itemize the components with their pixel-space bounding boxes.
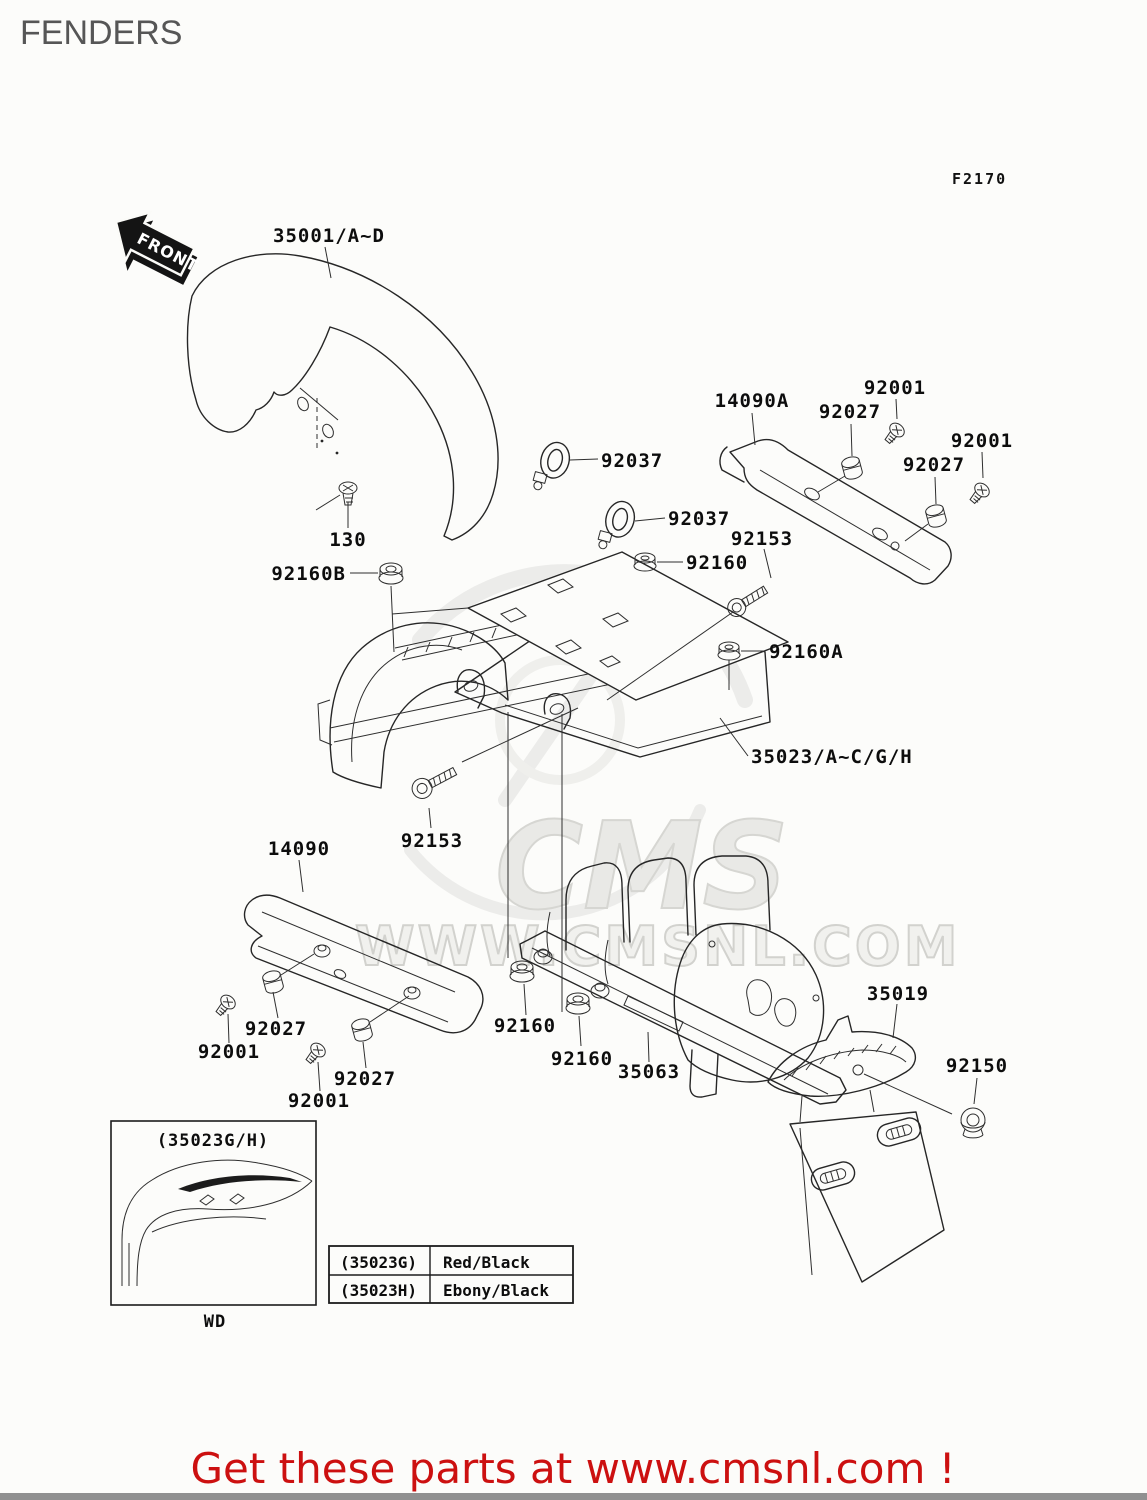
label-35019: 35019 [866, 983, 930, 1005]
damper-92027-icon-3 [261, 969, 284, 995]
damper-92027-icon-4 [350, 1017, 373, 1043]
label-92001-4: 92001 [287, 1090, 351, 1112]
reflector-2 [809, 1159, 857, 1192]
watermark-url: WWW.CMSNL.COM [355, 915, 961, 978]
screw-92001-icon-3 [212, 992, 238, 1018]
label-92001-1: 92001 [863, 377, 927, 399]
bolt-92153-icon-2 [409, 762, 460, 802]
label-92160-2: 92160 [550, 1048, 614, 1070]
inset-title: (35023G/H) [156, 1131, 270, 1151]
label-130: 130 [329, 529, 367, 551]
label-92160A: 92160A [769, 641, 844, 663]
label-35063: 35063 [617, 1061, 681, 1083]
inset-detail-box [111, 1121, 316, 1332]
rear-fender-35023 [318, 552, 788, 788]
clamp-92037-icon-2 [596, 498, 638, 555]
label-92037-1: 92037 [601, 450, 664, 472]
front-fender-35001 [187, 254, 498, 540]
label-92027-1: 92027 [818, 401, 882, 423]
label-35023: 35023/A~C/G/H [751, 746, 913, 768]
table-cell-part-1: (35023G) [340, 1253, 418, 1272]
label-92150: 92150 [945, 1055, 1009, 1077]
front-badge-label: FRONT [134, 228, 202, 276]
damper-92027-icon-2 [924, 503, 947, 529]
label-92153-2: 92153 [400, 830, 464, 852]
nut-92150-icon [961, 1108, 985, 1138]
clamp-92037-icon-1 [531, 439, 573, 496]
page-title: FENDERS [20, 14, 183, 52]
label-92001-3: 92001 [197, 1041, 261, 1063]
table-cell-color-2: Ebony/Black [443, 1281, 549, 1300]
table-cell-part-2: (35023H) [340, 1281, 418, 1300]
label-92153-1: 92153 [730, 528, 794, 550]
watermark-brand: CMS [495, 798, 789, 937]
bolt-92153-icon-1 [724, 582, 770, 620]
label-14090: 14090 [267, 838, 331, 860]
label-92027-2: 92027 [902, 454, 966, 476]
label-92027-3: 92027 [244, 1018, 308, 1040]
screw-92001-icon-4 [302, 1040, 328, 1066]
screw-92001-icon-2 [966, 480, 992, 506]
inset-caption: WD [203, 1312, 227, 1332]
label-92027-4: 92027 [333, 1068, 397, 1090]
inset-fender-sketch [122, 1160, 312, 1286]
footer-link[interactable]: Get these parts at www.cmsnl.com ! [190, 1444, 956, 1493]
screw-92001-icon-1 [881, 420, 907, 446]
blade-stud-1 [314, 945, 330, 957]
table-cell-color-1: Red/Black [443, 1253, 530, 1272]
label-92037-2: 92037 [668, 508, 731, 530]
wing-hatch [792, 1044, 896, 1076]
label-14090A: 14090A [714, 390, 790, 412]
label-92160: 92160 [686, 552, 749, 574]
nut-92160B-icon [379, 563, 403, 584]
color-variant-table [329, 1246, 573, 1303]
reflector-1 [875, 1115, 923, 1148]
bottom-bar [0, 1493, 1147, 1500]
nut-92160-icon-2 [566, 993, 590, 1014]
screw-130-icon [339, 482, 357, 505]
label-92160-1: 92160 [493, 1015, 557, 1037]
label-92160B: 92160B [271, 563, 346, 585]
label-92001-2: 92001 [950, 430, 1014, 452]
label-35001: 35001/A~D [273, 225, 385, 247]
figure-code: F2170 [952, 170, 1008, 188]
front-direction-badge [99, 201, 210, 298]
